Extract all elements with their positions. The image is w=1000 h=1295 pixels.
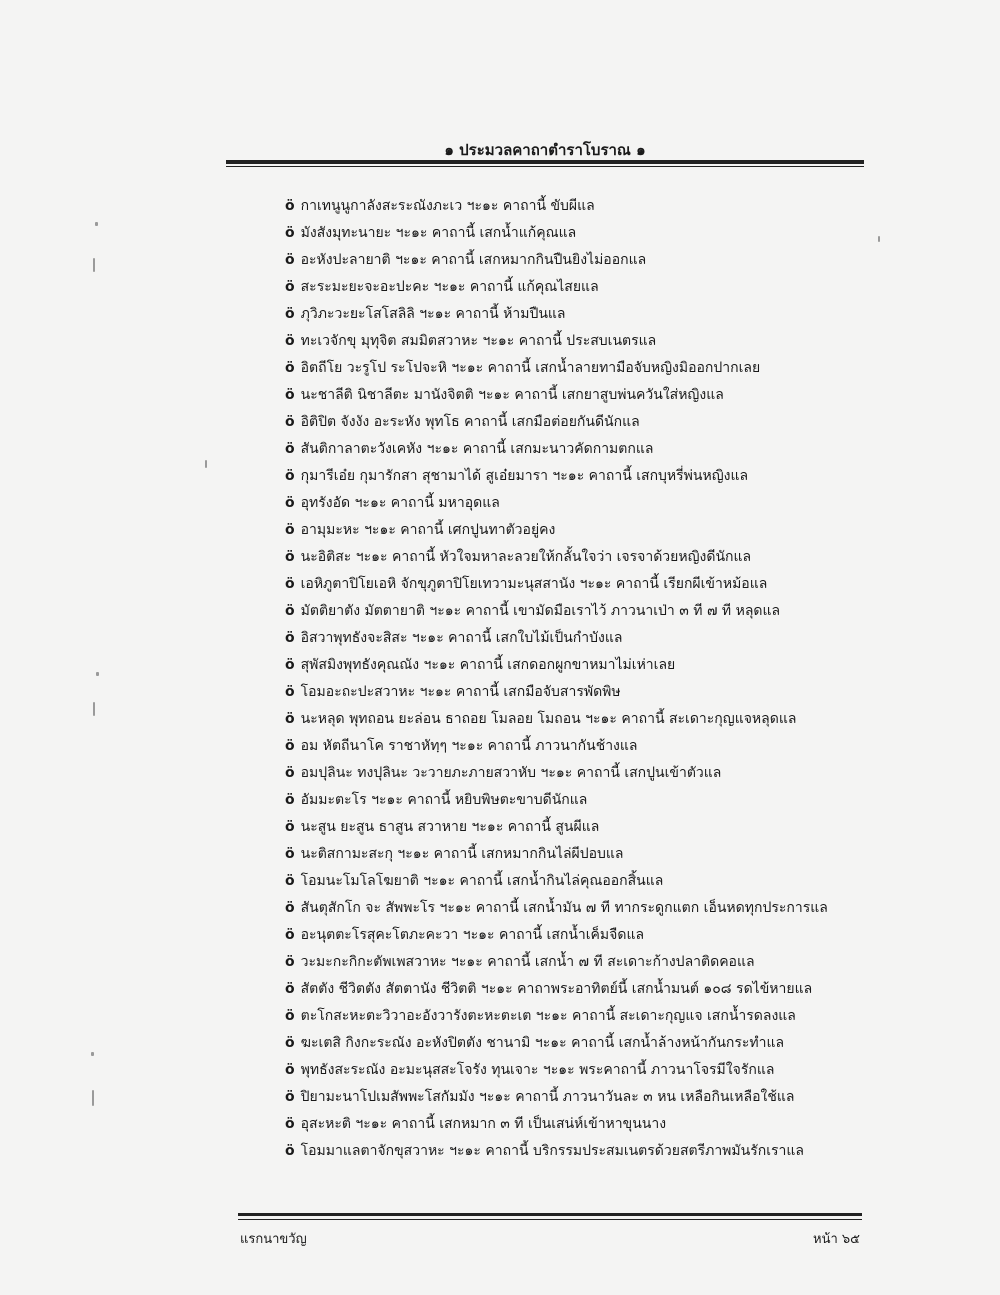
footer-rule-thick xyxy=(238,1213,862,1216)
verse-bullet: ö xyxy=(285,360,295,376)
scan-speck xyxy=(93,258,95,272)
verse-text: มังสังมุทะนายะ ฯะ๑ะ คาถานี้ เสกน้ำแก้คุณแล xyxy=(300,225,577,241)
verse-line xyxy=(285,328,885,355)
verse-text: อิสวาพุทธังจะสิสะ ฯะ๑ะ คาถานี้ เสกใบไม้เป็นกำบังแล xyxy=(300,630,623,646)
verse-line xyxy=(285,463,885,490)
verse-text: ตะโกสะหะตะวิวาอะอังวารังตะหะตะเต ฯะ๑ะ คาถานี้ สะเดาะกุญแจ เสกน้ำรดลงแล xyxy=(300,1008,796,1024)
verse-line xyxy=(285,949,885,976)
verse-bullet: ö xyxy=(285,225,295,241)
verse-bullet: ö xyxy=(285,981,295,997)
verse-line xyxy=(285,1030,885,1057)
verse-bullet: ö xyxy=(285,576,295,592)
verse-line xyxy=(285,220,885,247)
verse-text: พุทธังสะระณัง อะมะนุสสะโจรัง ทุนเจาะ ฯะ๑ะ พระคาถานี้ ภาวนาโจรมีใจรักแล xyxy=(300,1062,775,1078)
verse-bullet: ö xyxy=(285,927,295,943)
verse-bullet: ö xyxy=(285,684,295,700)
header-rule-thin xyxy=(226,166,864,167)
verse-text: อะหังปะลายาติ ฯะ๑ะ คาถานี้ เสกหมากกินปืนยิงไม่ออกแล xyxy=(300,252,647,268)
verse-text: กาเทนูนูกาลังสะระณังภะเว ฯะ๑ะ คาถานี้ ขับผีแล xyxy=(300,198,595,214)
verse-list xyxy=(285,193,885,1165)
verse-line xyxy=(285,895,885,922)
verse-bullet: ö xyxy=(285,630,295,646)
verse-bullet: ö xyxy=(285,468,295,484)
page-header: ๑ ประมวลคาถาตำราโบราณ ๑ xyxy=(444,141,646,159)
verse-bullet: ö xyxy=(285,765,295,781)
verse-line xyxy=(285,436,885,463)
verse-text: กุมารีเอ๋ย กุมารักสา สุชามาได้ สูเอ๋ยมารา ฯะ๑ะ คาถานี้ เสกบุหรี่พ่นหญิงแล xyxy=(300,468,749,484)
verse-line xyxy=(285,193,885,220)
verse-line xyxy=(285,274,885,301)
verse-bullet: ö xyxy=(285,711,295,727)
verse-line xyxy=(285,652,885,679)
verse-bullet: ö xyxy=(285,279,295,295)
verse-line xyxy=(285,382,885,409)
verse-bullet: ö xyxy=(285,522,295,538)
verse-text: อม หัตถีนาโค ราชาหัทฺๆ ฯะ๑ะ คาถานี้ ภาวนากันช้างแล xyxy=(300,738,638,754)
verse-bullet: ö xyxy=(285,738,295,754)
verse-bullet: ö xyxy=(285,954,295,970)
verse-text: สะระมะยะจะอะปะคะ ฯะ๑ะ คาถานี้ แก้คุณไสยแล xyxy=(300,279,599,295)
verse-line xyxy=(285,679,885,706)
verse-bullet: ö xyxy=(285,819,295,835)
scan-speck xyxy=(92,1090,94,1106)
verse-bullet: ö xyxy=(285,1116,295,1132)
verse-bullet: ö xyxy=(285,441,295,457)
verse-line xyxy=(285,733,885,760)
verse-bullet: ö xyxy=(285,603,295,619)
scan-speck xyxy=(205,460,207,468)
verse-text: สัตตัง ชีวิตตัง สัตตานัง ชีวิตติ ฯะ๑ะ คาถาพระอาทิตย์นี้ เสกน้ำมนต์ ๑๐๘ รดไข้หายแล xyxy=(300,981,813,997)
verse-bullet: ö xyxy=(285,495,295,511)
verse-line xyxy=(285,868,885,895)
verse-text: เอหิภูตาปิโยเอหิ จักขุภูตาปิโยเทวามะนุสสานัง ฯะ๑ะ คาถานี้ เรียกผีเข้าหม้อแล xyxy=(300,576,768,592)
verse-text: ภุวิภะวะยะโสโสลิลิ ฯะ๑ะ คาถานี้ ห้ามปืนแล xyxy=(300,306,566,322)
scan-speck xyxy=(93,702,95,716)
verse-text: นะติสกามะสะกุ ฯะ๑ะ คาถานี้ เสกหมากกินไล่ผีปอบแล xyxy=(300,846,624,862)
verse-text: อามุมะหะ ฯะ๑ะ คาถานี้ เศกปูนทาตัวอยู่คง xyxy=(300,522,556,538)
verse-line xyxy=(285,490,885,517)
verse-line xyxy=(285,760,885,787)
verse-bullet: ö xyxy=(285,1035,295,1051)
header-rule-thick xyxy=(226,160,864,164)
footer-page-number: หน้า ๖๕ xyxy=(813,1232,860,1247)
verse-line xyxy=(285,598,885,625)
verse-text: โอมมาแลตาจักขุสวาหะ ฯะ๑ะ คาถานี้ บริกรรมประสมเนตรด้วยสตรีภาพมันรักเราแล xyxy=(300,1143,804,1159)
verse-text: สันตุสักโก จะ สัพพะโร ฯะ๑ะ คาถานี้ เสกน้ำมัน ๗ ที ทากระดูกแตก เอ็นหดทุกประการแล xyxy=(300,900,828,916)
verse-text: ทะเวจักขุ มุทุจิต สมมิตสวาหะ ฯะ๑ะ คาถานี้ ประสบเนตรแล xyxy=(300,333,657,349)
verse-line xyxy=(285,787,885,814)
verse-line xyxy=(285,1084,885,1111)
verse-text: อุสะหะติ ฯะ๑ะ คาถานี้ เสกหมาก ๓ ที เป็นเสน่ห์เข้าหาขุนนาง xyxy=(300,1116,667,1132)
verse-bullet: ö xyxy=(285,549,295,565)
verse-text: สุพัสมิงพุทธังคุณณัง ฯะ๑ะ คาถานี้ เสกดอกผูกขาหมาไม่เห่าเลย xyxy=(300,657,676,673)
verse-line xyxy=(285,706,885,733)
verse-line xyxy=(285,1057,885,1084)
verse-line xyxy=(285,1138,885,1165)
verse-line xyxy=(285,814,885,841)
verse-text: อิติปิต จังงัง อะระหัง พุทโธ คาถานี้ เสกมือต่อยกันดีนักแล xyxy=(300,414,640,430)
verse-bullet: ö xyxy=(285,252,295,268)
verse-bullet: ö xyxy=(285,306,295,322)
verse-bullet: ö xyxy=(285,900,295,916)
scan-speck xyxy=(95,222,98,226)
verse-text: อะนุตตะโรสุคะโตภะคะวา ฯะ๑ะ คาถานี้ เสกน้ำเค็มจืดแล xyxy=(300,927,645,943)
scan-speck xyxy=(878,236,880,242)
verse-line xyxy=(285,922,885,949)
scan-speck xyxy=(96,672,99,676)
verse-text: ฆะเตสิ กิงกะระณัง อะหังปิตตัง ชานามิ ฯะ๑ะ คาถานี้ เสกน้ำล้างหน้ากันกระทำแล xyxy=(300,1035,785,1051)
verse-bullet: ö xyxy=(285,657,295,673)
verse-line xyxy=(285,355,885,382)
verse-bullet: ö xyxy=(285,1089,295,1105)
verse-bullet: ö xyxy=(285,1062,295,1078)
verse-line xyxy=(285,247,885,274)
verse-bullet: ö xyxy=(285,414,295,430)
verse-bullet: ö xyxy=(285,387,295,403)
verse-bullet: ö xyxy=(285,333,295,349)
verse-text: อิตถีโย วะรูโป ระโปจะหิ ฯะ๑ะ คาถานี้ เสกน้ำลายทามือจับหญิงมิออกปากเลย xyxy=(300,360,761,376)
verse-text: นะสูน ยะสูน ธาสูน สวาหาย ฯะ๑ะ คาถานี้ สูนผีแล xyxy=(300,819,600,835)
verse-text: สันติกาลาตะวังเคหัง ฯะ๑ะ คาถานี้ เสกมะนาวคัดกามตกแล xyxy=(300,441,654,457)
verse-text: นะหลุด พุทถอน ยะล่อน ธาถอย โมลอย โมถอน ฯะ๑ะ คาถานี้ สะเดาะกุญแจหลุดแล xyxy=(300,711,797,727)
verse-bullet: ö xyxy=(285,792,295,808)
verse-line xyxy=(285,409,885,436)
verse-line xyxy=(285,301,885,328)
verse-text: อุทรังอัด ฯะ๑ะ คาถานี้ มหาอุดแล xyxy=(300,495,500,511)
footer-book-title: แรกนาขวัญ xyxy=(240,1232,307,1247)
verse-text: โอมนะโมโลโฆยาติ ฯะ๑ะ คาถานี้ เสกน้ำกินไล่คุณออกสิ้นแล xyxy=(300,873,664,889)
verse-text: อัมมะตะโร ฯะ๑ะ คาถานี้ หยิบพิษตะขาบดีนักแล xyxy=(300,792,588,808)
verse-line xyxy=(285,1111,885,1138)
verse-text: นะอิติสะ ฯะ๑ะ คาถานี้ หัวใจมหาละลวยให้กลั้นใจว่า เจรจาด้วยหญิงดีนักแล xyxy=(300,549,752,565)
verse-bullet: ö xyxy=(285,1143,295,1159)
verse-text: วะมะกะกิกะตัพเพสวาหะ ฯะ๑ะ คาถานี้ เสกน้ำ ๗ ที สะเดาะก้างปลาติดคอแล xyxy=(300,954,755,970)
verse-text: ปิยามะนาโปเมสัพพะโสกัมมัง ฯะ๑ะ คาถานี้ ภาวนาวันละ ๓ หน เหลือกินเหลือใช้แล xyxy=(300,1089,795,1105)
verse-line xyxy=(285,1003,885,1030)
verse-line xyxy=(285,571,885,598)
verse-bullet: ö xyxy=(285,846,295,862)
verse-bullet: ö xyxy=(285,1008,295,1024)
verse-text: มัตติยาตัง มัตตายาติ ฯะ๑ะ คาถานี้ เขามัดมือเราไว้ ภาวนาเป่า ๓ ที ๗ ที หลุดแล xyxy=(300,603,781,619)
verse-text: นะชาลีติ นิชาลีตะ มานังจิตติ ฯะ๑ะ คาถานี้ เสกยาสูบพ่นควันใส่หญิงแล xyxy=(300,387,724,403)
footer-rule-thin xyxy=(238,1219,862,1220)
verse-line xyxy=(285,517,885,544)
verse-line xyxy=(285,625,885,652)
verse-bullet: ö xyxy=(285,198,295,214)
verse-text: โอมอะถะปะสวาหะ ฯะ๑ะ คาถานี้ เสกมือจับสารพัดพิษ xyxy=(300,684,621,700)
verse-text: อมปุลินะ ทงปุลินะ วะวายภะภายสวาหับ ฯะ๑ะ คาถานี้ เสกปูนเข้าตัวแล xyxy=(300,765,722,781)
verse-bullet: ö xyxy=(285,873,295,889)
verse-line xyxy=(285,841,885,868)
verse-line xyxy=(285,976,885,1003)
scan-speck xyxy=(91,1052,94,1056)
verse-line xyxy=(285,544,885,571)
